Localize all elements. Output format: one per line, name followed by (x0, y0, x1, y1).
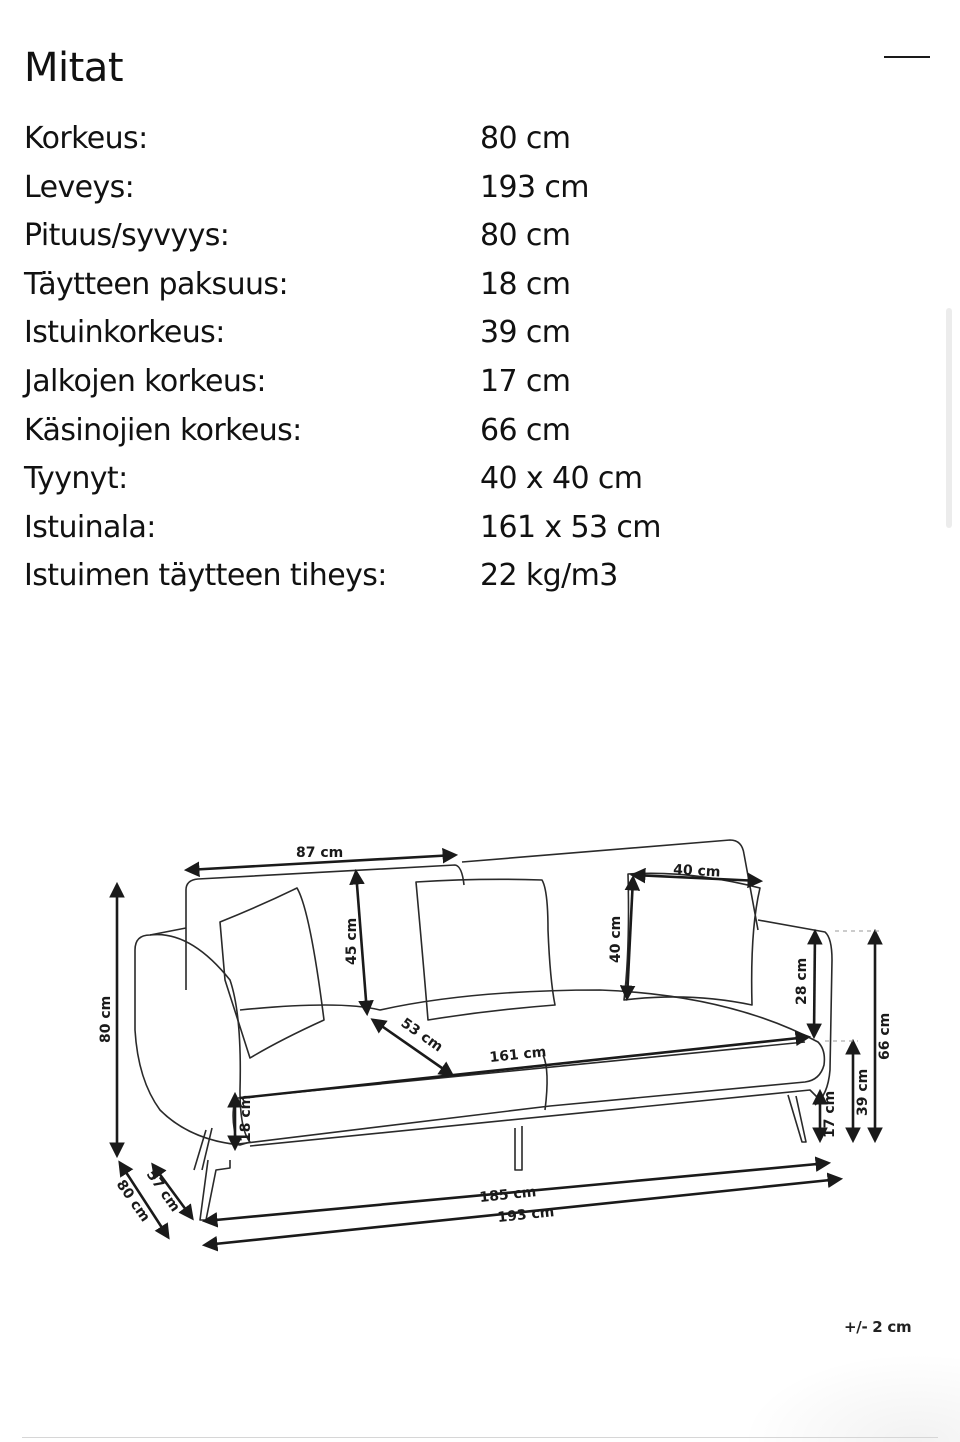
spec-value: 17 cm (480, 363, 571, 399)
spec-row (24, 407, 884, 456)
dim-cushion-thickness: 18 cm (238, 1094, 254, 1142)
spec-row (24, 261, 884, 310)
dim-seat-depth: 53 cm (397, 1015, 446, 1056)
spec-row (24, 358, 884, 407)
dim-inner-width: 185 cm (478, 1184, 538, 1206)
spec-row (24, 212, 884, 261)
sofa-dimension-diagram (90, 830, 930, 1260)
dim-seat-height: 39 cm (855, 1068, 871, 1116)
spec-value: 40 x 40 cm (480, 461, 643, 497)
collapse-section-button[interactable] (884, 50, 930, 64)
scrollbar[interactable] (946, 308, 952, 528)
tolerance-note: +/- 2 cm (844, 1318, 912, 1336)
dim-pillow-width: 40 cm (672, 862, 721, 881)
spec-row (24, 115, 884, 164)
section-title: Mitat (24, 45, 124, 91)
corner-shadow (740, 1352, 960, 1442)
spec-label: Käsinojien korkeus: (24, 412, 302, 448)
sofa-outline (135, 840, 832, 1220)
spec-value: 22 kg/m3 (480, 558, 618, 594)
dim-leg-height: 17 cm (822, 1090, 838, 1138)
spec-label: Istuinala: (24, 509, 156, 545)
spec-row (24, 164, 884, 213)
spec-value: 66 cm (480, 412, 571, 448)
spec-row (24, 455, 884, 504)
dim-total-depth: 80 cm (112, 1177, 153, 1225)
spec-row (24, 309, 884, 358)
minus-icon (884, 56, 930, 58)
spec-label: Pituus/syvyys: (24, 218, 230, 254)
spec-value: 18 cm (480, 266, 571, 302)
spec-value: 80 cm (480, 121, 571, 156)
dim-total-height: 80 cm (98, 995, 114, 1043)
dim-inner-depth: 57 cm (142, 1167, 183, 1215)
spec-label: Täytteen paksuus: (24, 266, 288, 302)
spec-label: Leveys: (24, 169, 135, 205)
section-divider (22, 1437, 938, 1438)
spec-row (24, 504, 884, 553)
spec-label: Tyynyt: (24, 461, 128, 497)
spec-row (24, 552, 884, 601)
spec-label: Jalkojen korkeus: (24, 363, 266, 399)
dim-pillow-height: 40 cm (608, 915, 624, 963)
spec-label: Korkeus: (24, 121, 148, 156)
dim-back-height: 45 cm (344, 917, 360, 965)
dim-armrest-inner: 28 cm (794, 957, 810, 1005)
dim-back-width: 87 cm (296, 845, 344, 861)
dim-total-width: 193 cm (496, 1204, 556, 1226)
spec-value: 193 cm (480, 169, 589, 205)
dim-seat-width: 161 cm (488, 1044, 548, 1066)
specs-table (24, 115, 884, 601)
dim-armrest-height: 66 cm (877, 1012, 893, 1060)
spec-value: 161 x 53 cm (480, 509, 661, 545)
spec-value: 80 cm (480, 218, 571, 254)
spec-value: 39 cm (480, 315, 571, 351)
spec-label: Istuimen täytteen tiheys: (24, 558, 387, 594)
spec-label: Istuinkorkeus: (24, 315, 225, 351)
